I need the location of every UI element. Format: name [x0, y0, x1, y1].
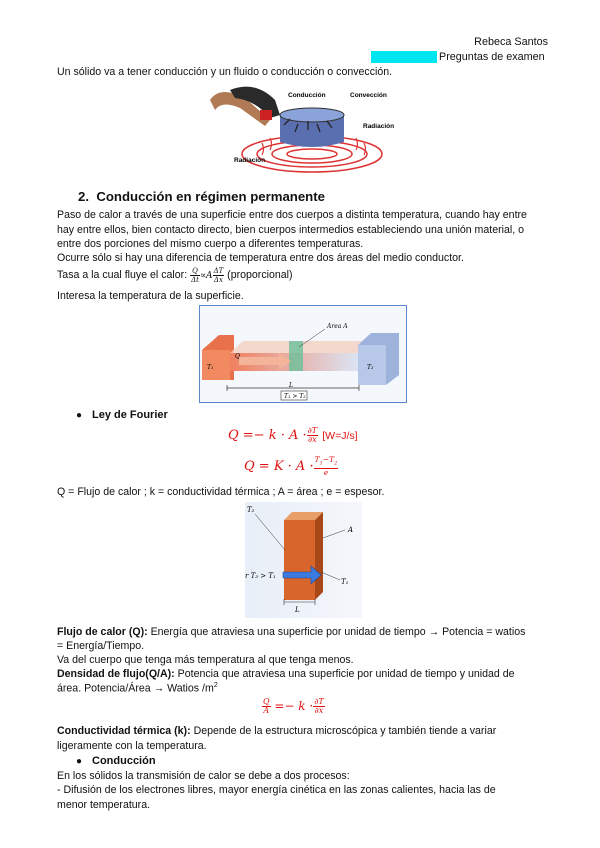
section-heading [78, 189, 325, 204]
fig3-a: A [348, 526, 354, 534]
rate-prefix: Tasa a la cual fluye el calor: [57, 269, 188, 281]
fourier-equation-2: Q = K · A · $\frac{T_1-T_2}{e}$ [244, 455, 338, 477]
fourier-legend: Q = Flujo de calor ; k = conductividad térmica ; A = área ; e = espesor. [57, 486, 385, 498]
fourier-title: Ley de Fourier [92, 409, 168, 421]
flujo-text: Energía que atraviesa una superficie por unidad de tiempo → Potencia = watios [147, 626, 526, 638]
label-conveccion: Convección [350, 92, 387, 99]
paragraph-line: menor temperatura. [57, 799, 151, 811]
paragraph-line: Paso de calor a través de una superficie entre dos cuerpos a distinta temperatura, cuando hay entre [57, 209, 527, 221]
paragraph-line: Interesa la temperatura de la superficie. [57, 290, 244, 302]
densidad-text-2: área. Potencia/Área → Watios /m [57, 682, 214, 695]
heat-transfer-figure [200, 80, 405, 180]
paragraph-line: = Energía/Tiempo. [57, 640, 145, 652]
topic-title: Preguntas de examen [439, 51, 545, 63]
conductividad-definition [57, 725, 496, 737]
label-radiacion-right: Radiación [363, 123, 395, 130]
conductividad-term: Conductividad térmica (k): [57, 725, 191, 737]
fig3-l: L [295, 606, 300, 614]
heat-rate-line [57, 267, 293, 284]
conductividad-text: Depende de la estructura microscópica y también tiende a variar [190, 725, 497, 737]
intro-line: Un sólido va a tener conducción y un fluido o conducción o convección. [57, 66, 393, 78]
paragraph-line: Va del cuerpo que tenga más temperatura al que tenga menos. [57, 654, 354, 666]
fig3-t-top: T₂ [247, 506, 255, 514]
paragraph-line: hay entre ellos, bien contacto directo, bien cuerpos intermedios estableciendo una unión material, o [57, 224, 524, 236]
wall-figure [245, 502, 362, 618]
fig2-t1: T₁ [207, 364, 214, 371]
paragraph-line: entre dos porciones del mismo cuerpo a diferentes temperaturas. [57, 238, 364, 250]
paragraph-line: ligeramente con la temperatura. [57, 740, 207, 752]
label-radiacion-left: Radiación [234, 157, 266, 164]
fourier-equation-1: Q =− k · A · $\frac{\partial T}{\partial x}$ [W=J/s] [228, 426, 358, 444]
paragraph-line: Ocurre sólo si hay una diferencia de temperatura entre dos áreas del medio conductor. [57, 252, 464, 264]
label-conduccion: Conducción [288, 92, 326, 99]
densidad-text: Potencia que atraviesa una superficie por unidad de tiempo y unidad de [174, 668, 515, 680]
densidad-definition [57, 668, 515, 680]
paragraph-line: - Difusión de los electrones libres, mayor energía cinética en las zonas calientes, hacia las de [57, 784, 496, 796]
fig3-condition: r T₃ > T₁ [245, 572, 276, 580]
section-title: Conducción en régimen permanente [96, 189, 325, 204]
author-name: Rebeca Santos [474, 36, 548, 48]
fig2-l: L [289, 382, 293, 389]
densidad-term: Densidad de flujo(Q/A): [57, 668, 175, 680]
fig2-area-label: Area A [327, 323, 348, 330]
conduction-bar-figure [199, 305, 407, 403]
bullet: ● [76, 756, 83, 767]
conduccion-title: Conducción [92, 755, 156, 767]
section-number: 2. [78, 189, 89, 204]
paragraph-line: En los sólidos la transmisión de calor se debe a dos procesos: [57, 770, 350, 782]
flujo-term: Flujo de calor (Q): [57, 626, 148, 638]
densidad-line-2 [57, 682, 218, 695]
header-highlight [371, 51, 437, 63]
densidad-superscript: 2 [213, 682, 218, 689]
rate-suffix: (proporcional) [227, 269, 293, 281]
fig2-t2: T₂ [367, 364, 374, 371]
rate-formula: $\frac{Q}{\Delta t}$ ∝A $\frac{\Delta T}{\Delta x}$ [191, 267, 224, 284]
fourier-units: [W=J/s] [322, 430, 358, 442]
flujo-definition [57, 626, 525, 638]
bullet: ● [76, 410, 83, 421]
fig2-condition: T₁ > T₂ [284, 393, 306, 400]
fig3-t1: T₁ [341, 578, 349, 586]
flux-density-equation: $\frac{Q}{A}$ =− k · $\frac{\partial T}{\partial x}$ [263, 697, 324, 715]
fig2-q: Q [235, 353, 240, 360]
